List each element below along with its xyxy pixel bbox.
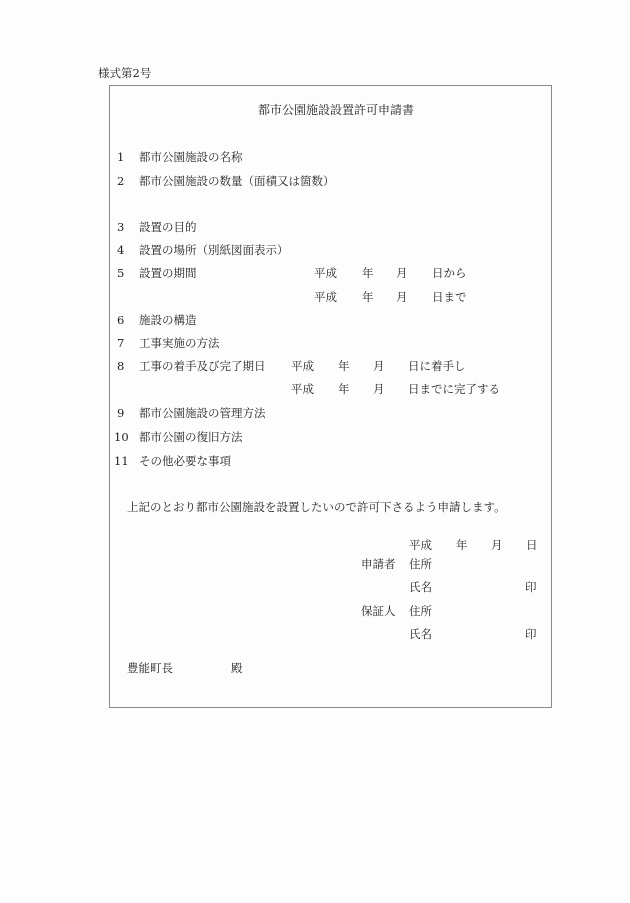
applicant-label: 申請者 <box>361 557 396 571</box>
item-6-number: 6 <box>117 313 125 327</box>
period-to-month: 月 <box>396 290 408 304</box>
period-to-year: 年 <box>362 290 374 304</box>
item-10-label: 都市公園の復旧方法 <box>139 430 243 444</box>
construction-start-month: 月 <box>373 359 385 373</box>
construction-end-era: 平成 <box>291 382 314 396</box>
guarantor-seal: 印 <box>525 627 537 641</box>
construction-end-day: 日までに完了する <box>408 382 500 396</box>
addressee-name: 豊能町長 <box>127 661 173 675</box>
addressee-honorific: 殿 <box>231 661 243 675</box>
item-1-label: 都市公園施設の名称 <box>139 150 243 164</box>
item-5-number: 5 <box>117 266 125 280</box>
item-4-label: 設置の場所（別紙図面表示） <box>139 243 289 257</box>
item-3-number: 3 <box>117 220 125 234</box>
guarantor-name-label: 氏名 <box>409 627 432 641</box>
item-3-label: 設置の目的 <box>139 220 197 234</box>
construction-end-year: 年 <box>338 382 350 396</box>
date-era: 平成 <box>409 538 432 552</box>
item-2-number: 2 <box>117 174 125 188</box>
item-1-number: 1 <box>117 150 125 164</box>
construction-start-era: 平成 <box>291 359 314 373</box>
guarantor-address-label: 住所 <box>409 604 432 618</box>
date-day: 日 <box>526 538 538 552</box>
date-year: 年 <box>456 538 468 552</box>
item-4-number: 4 <box>117 243 125 257</box>
period-from-era: 平成 <box>314 266 337 280</box>
item-7-label: 工事実施の方法 <box>139 336 220 350</box>
guarantor-label: 保証人 <box>361 604 396 618</box>
item-9-label: 都市公園施設の管理方法 <box>139 406 266 420</box>
item-11-label: その他必要な事項 <box>139 454 231 468</box>
item-2-label: 都市公園施設の数量（面積又は箇数） <box>139 174 335 188</box>
item-10-number: 10 <box>114 430 129 444</box>
period-to-era: 平成 <box>314 290 337 304</box>
item-6-label: 施設の構造 <box>139 313 197 327</box>
form-number: 様式第2号 <box>98 66 152 80</box>
applicant-name-label: 氏名 <box>409 580 432 594</box>
applicant-seal: 印 <box>525 580 537 594</box>
period-from-day: 日から <box>432 266 467 280</box>
period-from-year: 年 <box>362 266 374 280</box>
form-title: 都市公園施設設置許可申請書 <box>258 103 415 117</box>
item-7-number: 7 <box>117 336 125 350</box>
date-month: 月 <box>491 538 503 552</box>
period-to-day: 日まで <box>432 290 467 304</box>
applicant-address-label: 住所 <box>409 557 432 571</box>
item-9-number: 9 <box>117 406 125 420</box>
item-5-label: 設置の期間 <box>139 266 197 280</box>
item-8-number: 8 <box>117 359 125 373</box>
period-from-month: 月 <box>396 266 408 280</box>
application-statement: 上記のとおり都市公園施設を設置したいので許可下さるよう申請します。 <box>127 500 506 514</box>
item-8-label: 工事の着手及び完了期日 <box>139 359 266 373</box>
item-11-number: 11 <box>114 454 129 468</box>
construction-end-month: 月 <box>373 382 385 396</box>
construction-start-year: 年 <box>338 359 350 373</box>
construction-start-day: 日に着手し <box>408 359 466 373</box>
